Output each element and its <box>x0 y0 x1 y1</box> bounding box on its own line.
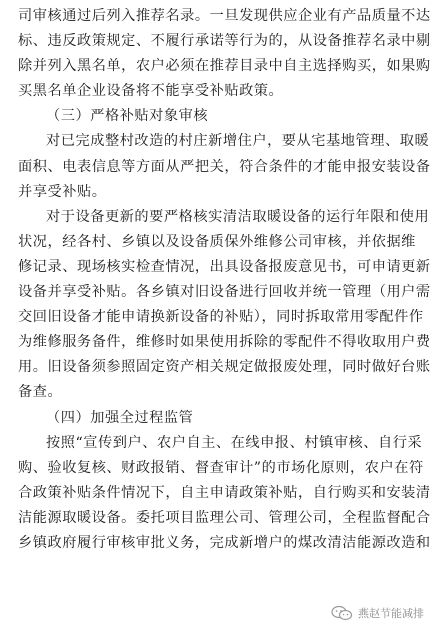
text-line: 用。旧设备须参照固定资产相关规定做报废处理，同时做好台账 <box>18 359 431 376</box>
text-line: 标、违反政策规定、不履行承诺等行为的，从设备推荐名录中剔 <box>18 33 431 50</box>
text-line: 买黑名单企业设备将不能享受补贴政策。 <box>18 83 284 100</box>
text-line: 状况，经各村、乡镇以及设备质保外维修公司审核，并依据维 <box>18 233 416 250</box>
text-line: 为维修服务备件，维修时如果使用拆除的零配件不得收取用户费 <box>18 334 431 351</box>
text-line: 乡镇政府履行审核审批义务，完成新增户的煤改清洁能源改造和 <box>18 534 431 551</box>
text-line: 设备并享受补贴。各乡镇对旧设备进行回收并统一管理（用户需 <box>18 284 431 301</box>
text-line: 修记录、现场核实检查情况，出具设备报废意见书，可申请更新 <box>18 258 431 275</box>
text-line: 备查。 <box>18 384 63 401</box>
section-heading-3: （三）严格补贴对象审核 <box>46 108 209 125</box>
text-line: 对于设备更新的要严格核实清洁取暖设备的运行年限和使用 <box>46 208 430 225</box>
document-body <box>18 4 431 556</box>
text-line: 按照“宣传到户、农户自主、在线申报、村镇审核、自行采 <box>46 434 423 451</box>
watermark-text: 燕赵节能减排 <box>358 607 424 620</box>
text-line: 司审核通过后列入推荐名录。一旦发现供应企业有产品质量不达 <box>18 8 431 24</box>
section-heading-4: （四）加强全过程监管 <box>46 409 194 426</box>
wechat-icon <box>331 605 353 621</box>
text-line: 交回旧设备才能申请换新设备的补贴），同时拆取常用零配件作 <box>18 309 424 326</box>
text-line: 对已完成整村改造的村庄新增住户，要从宅基地管理、取暖 <box>46 133 430 150</box>
text-line: 除并列入黑名单，农户必须在推荐目录中自主选择购买，如果购 <box>18 58 431 75</box>
wechat-watermark <box>331 605 424 621</box>
text-line: 面积、电表信息等方面从严把关，符合条件的才能申报安装设备 <box>18 158 431 175</box>
text-line: 购、验收复核、财政报销、督查审计”的市场化原则，农户在符 <box>18 459 424 476</box>
text-line: 洁能源取暖设备。委托项目监理公司、管理公司，全程监督配合 <box>18 509 431 526</box>
text-line: 并享受补贴。 <box>18 183 107 200</box>
text-line: 合政策补贴条件情况下，自主申请政策补贴，自行购买和安装清 <box>18 484 431 501</box>
